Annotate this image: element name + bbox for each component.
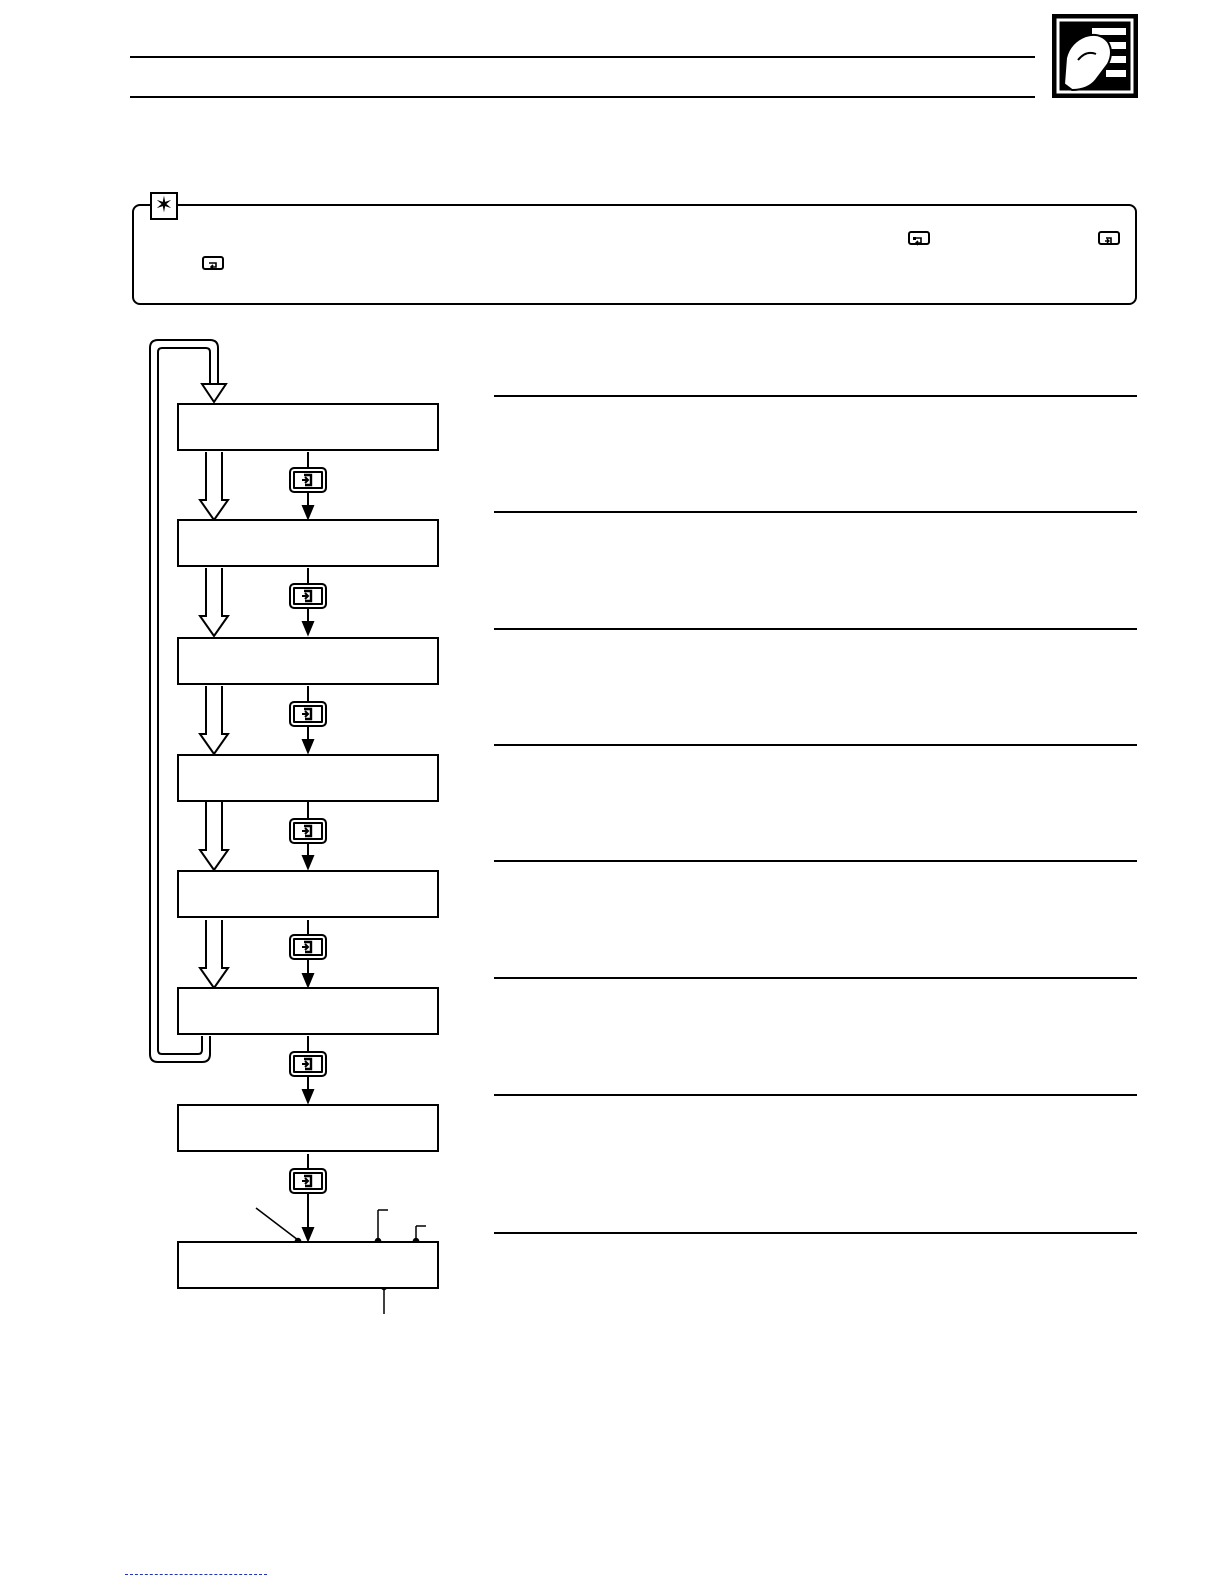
display-panel-2	[177, 519, 439, 567]
display-panel-8	[177, 1241, 439, 1289]
loop-return-channel-inner	[158, 348, 210, 1054]
enter-key-icon	[289, 818, 327, 844]
loop-return-arrowhead	[202, 384, 226, 402]
enter-key-icon	[289, 583, 327, 609]
step-rule	[494, 396, 1137, 1233]
note-star-icon: ✶	[150, 192, 178, 220]
enter-key-icon	[289, 1168, 327, 1194]
display-panel-5	[177, 870, 439, 918]
page-link-underline[interactable]	[125, 1574, 267, 1575]
enter-key-icon	[289, 701, 327, 727]
enter-key-icon	[289, 934, 327, 960]
display-panel-3	[177, 637, 439, 685]
enter-key-icon	[289, 467, 327, 493]
display-panel-6	[177, 987, 439, 1035]
display-panel-1	[177, 403, 439, 451]
display-panel-4	[177, 754, 439, 802]
enter-key-icon	[289, 1051, 327, 1077]
display-panel-7	[177, 1104, 439, 1152]
